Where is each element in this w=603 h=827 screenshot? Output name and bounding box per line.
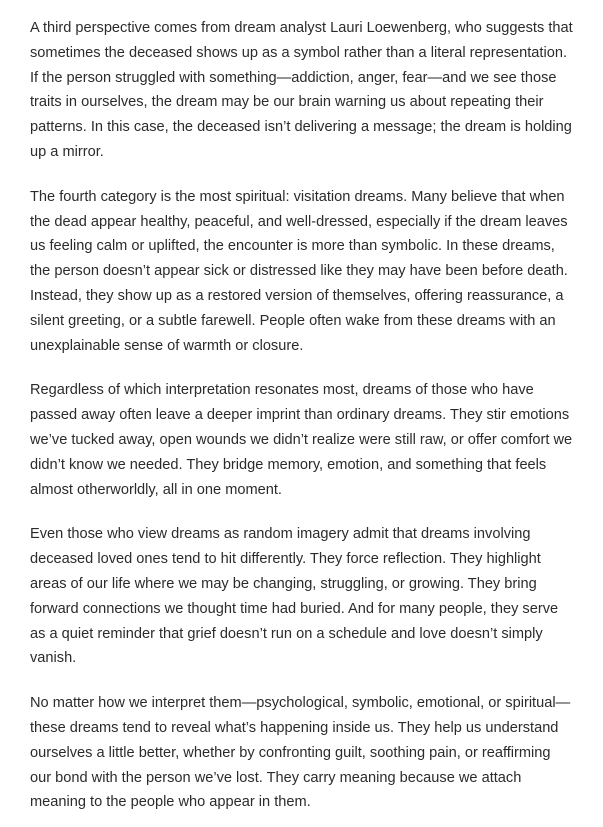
paragraph-visitation-dreams: The fourth category is the most spiritual: visitation dreams. Many believe that when the dead appear healthy, peaceful, and well-dressed, especially if the dream leaves us feeling calm or uplifted, the encounter is more than symbolic. In these dreams, the person doesn’t appear sick or distressed like they may have been before death. Instead, they show up as a restored version of themselves, offering reassurance, a silent greeting, or a subtle farewell. People often wake from these dreams with an unexplainable sense of warmth or closure.	[30, 188, 568, 354]
paragraph-random-imagery: Even those who view dreams as random imagery admit that dreams involving deceased loved ones tend to hit differently. They force reflection. They highlight areas of our life where we may be changing, struggling, or growing. They bring forward connections we thought time had buried. And for many people, they serve as a quiet reminder that grief doesn’t run on a schedule and love doesn’t simply vanish.	[30, 526, 559, 667]
paragraph-regardless-interpretation: Regardless of which interpretation resonates most, dreams of those who have passed away often leave a deeper imprint than ordinary dreams. They stir emotions we’ve tucked away, open wounds we didn’t realize were still raw, or offer comfort we didn’t know we needed. They bridge memory, emotion, and something that feels almost otherworldly, all in one moment.	[30, 382, 573, 498]
paragraph-no-matter-how: No matter how we interpret them—psychological, symbolic, emotional, or spiritual—these dreams tend to reveal what’s happening inside us. They help us understand ourselves a little better, whether by confronting guilt, soothing pain, or reaffirming our bond with the person we’ve lost. They carry meaning because we attach meaning to the people who appear in them.	[30, 695, 571, 811]
paragraph-third-perspective: A third perspective comes from dream analyst Lauri Loewenberg, who suggests that sometimes the deceased shows up as a symbol rather than a literal representation. If the person struggled with something—addiction, anger, fear—and we see those traits in ourselves, the dream may be our brain warning us about repeating their patterns. In this case, the deceased isn’t delivering a message; the dream is holding up a mirror.	[30, 20, 573, 160]
